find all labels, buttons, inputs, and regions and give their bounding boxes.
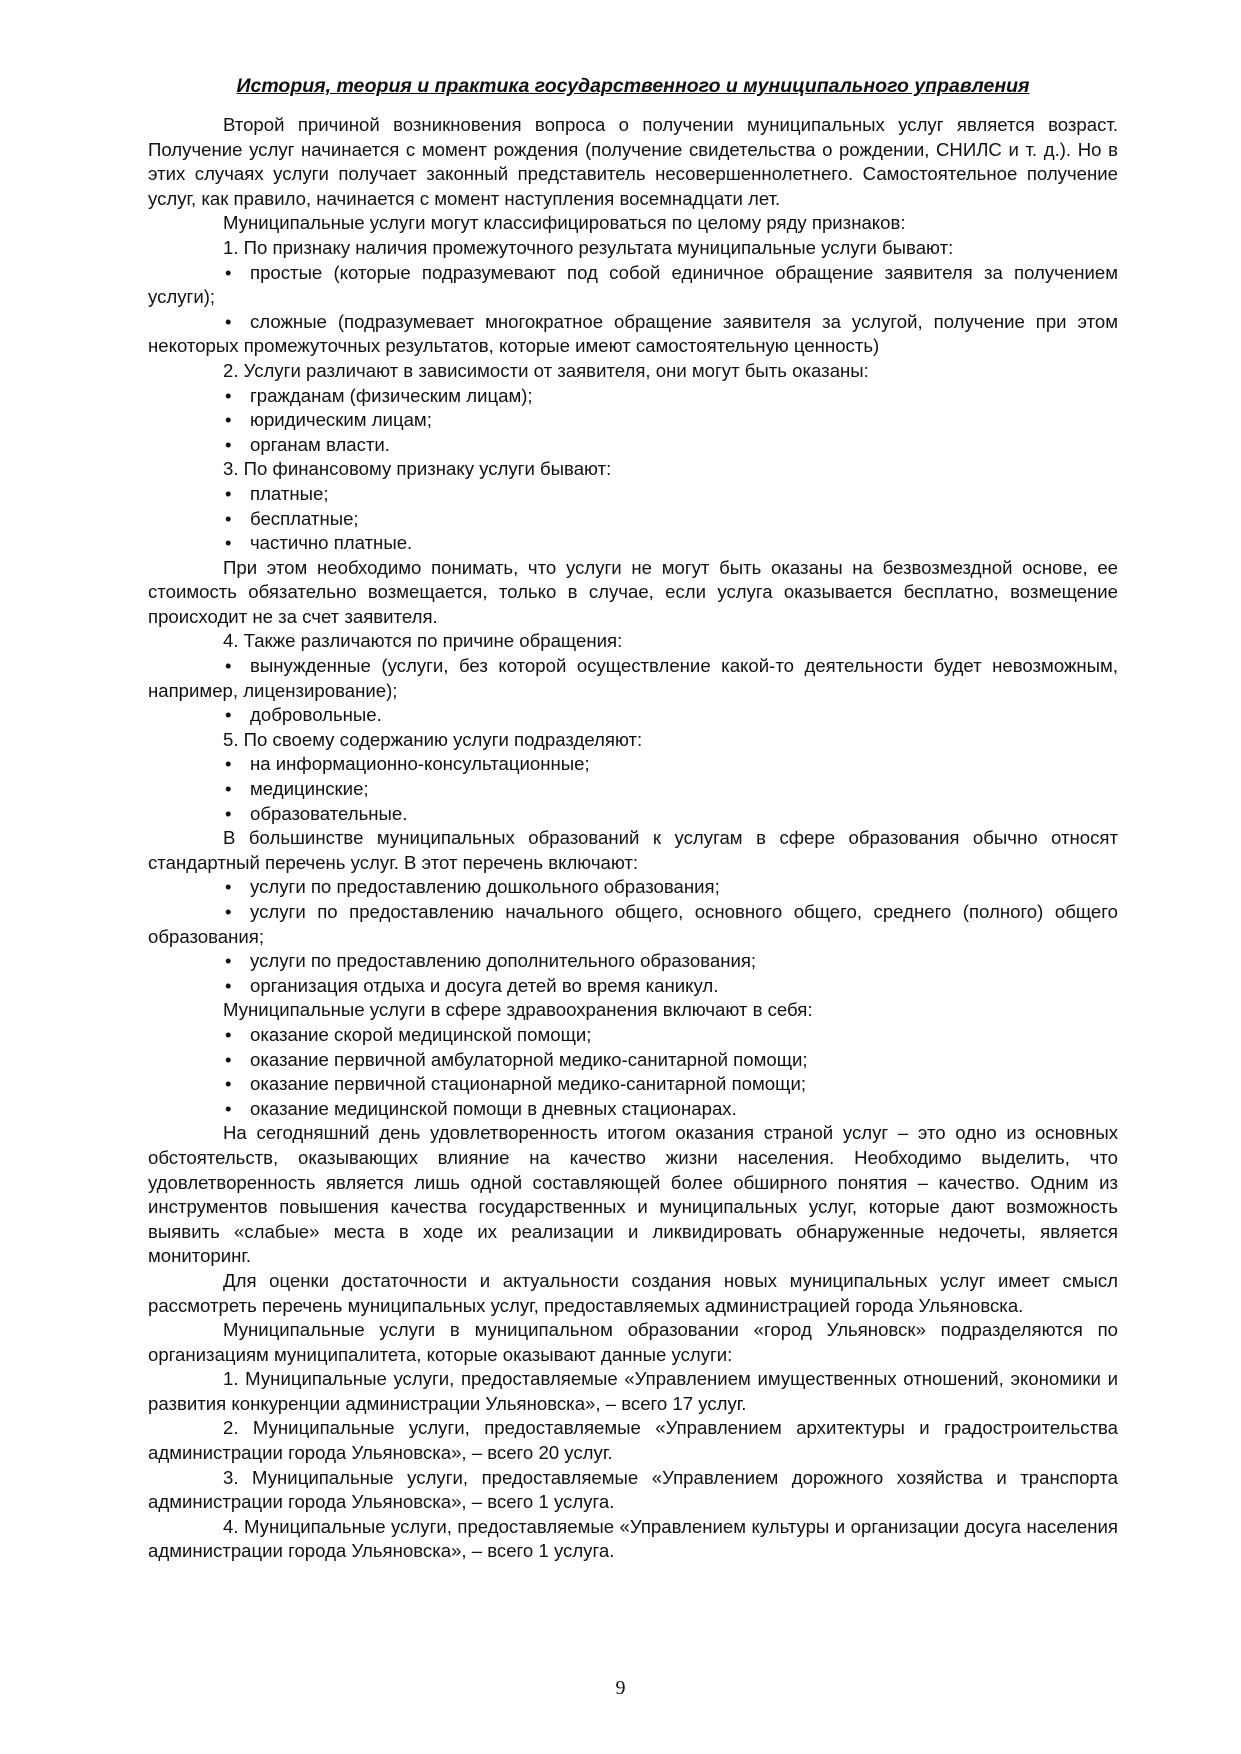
bullet-item bbox=[148, 433, 1118, 458]
bullet-text: юридическим лицам; bbox=[250, 409, 432, 431]
bullet-icon: • bbox=[225, 778, 232, 800]
bullet-icon: • bbox=[225, 261, 232, 283]
bullet-icon: • bbox=[225, 802, 232, 824]
paragraph: 5. По своему содержанию услуги подразделяют: bbox=[223, 728, 643, 750]
bullet-text: вынужденные (услуги, без которой осуществление какой-то деятельности будет невозможным, например, лицензирование); bbox=[148, 655, 1118, 701]
paragraph: 3. Муниципальные услуги, предоставляемые «Управлением дорожного хозяйства и транспорта администрации города Ульяновска», – всего 1 услуга. bbox=[148, 1466, 1118, 1513]
bullet-text: медицинские; bbox=[250, 778, 369, 800]
bullet-icon: • bbox=[225, 507, 232, 529]
bullet-item bbox=[148, 802, 1118, 827]
bullet-icon: • bbox=[225, 704, 232, 726]
bullet-item bbox=[148, 974, 1118, 999]
bullet-icon: • bbox=[225, 384, 232, 406]
paragraph: 1. По признаку наличия промежуточного результата муниципальные услуги бывают: bbox=[223, 236, 954, 258]
bullet-item bbox=[148, 1048, 1118, 1073]
bullet-item bbox=[148, 384, 1118, 409]
bullet-icon: • bbox=[225, 1097, 232, 1119]
bullet-icon: • bbox=[225, 950, 232, 972]
bullet-item bbox=[148, 261, 1118, 310]
bullet-item bbox=[148, 875, 1118, 900]
bullet-text: организация отдыха и досуга детей во время каникул. bbox=[250, 974, 719, 996]
bullet-text: оказание первичной стационарной медико-санитарной помощи; bbox=[250, 1073, 806, 1095]
paragraph: Второй причиной возникновения вопроса о получении муниципальных услуг является возраст. Получение услуг начинается с момент рождения (получение свидетельства о рождении, СНИЛС и т. д.). Но в этих случаях услуги получает законный представитель несовершеннолетнего. Самостоятельное получение услуг, как правило, начинается с момент наступления восемнадцати лет. bbox=[148, 114, 1118, 209]
paragraph: 3. По финансовому признаку услуги бывают: bbox=[223, 458, 612, 480]
bullet-icon: • bbox=[225, 433, 232, 455]
bullet-item bbox=[148, 900, 1118, 949]
page-number: 9 bbox=[615, 1677, 626, 1699]
bullet-text: оказание первичной амбулаторной медико-санитарной помощи; bbox=[250, 1048, 808, 1070]
bullet-text: оказание медицинской помощи в дневных стационарах. bbox=[250, 1097, 737, 1119]
bullet-icon: • bbox=[225, 876, 232, 898]
bullet-item bbox=[148, 408, 1118, 433]
bullet-text: добровольные. bbox=[250, 704, 382, 726]
bullet-item bbox=[148, 777, 1118, 802]
bullet-icon: • bbox=[225, 901, 232, 922]
bullet-item bbox=[148, 1072, 1118, 1097]
bullet-text: платные; bbox=[250, 482, 329, 504]
bullet-text: частично платные. bbox=[250, 532, 413, 554]
paragraph: Для оценки достаточности и актуальности создания новых муниципальных услуг имеет смысл рассмотреть перечень муниципальных услуг, предоставляемых администрацией города Ульяновска. bbox=[148, 1269, 1118, 1316]
bullet-icon: • bbox=[225, 409, 232, 431]
bullet-text: образовательные. bbox=[250, 802, 408, 824]
bullet-item bbox=[148, 531, 1118, 556]
paragraph: Муниципальные услуги могут классифицироваться по целому ряду признаков: bbox=[223, 212, 906, 234]
bullet-text: услуги по предоставлению дополнительного образования; bbox=[250, 950, 757, 972]
paragraph: 1. Муниципальные услуги, предоставляемые «Управлением имущественных отношений, экономики и развития конкуренции администрации Ульяновска», – всего 17 услуг. bbox=[148, 1368, 1118, 1414]
bullet-item bbox=[148, 1097, 1118, 1122]
bullet-item bbox=[148, 310, 1118, 359]
bullet-item bbox=[148, 507, 1118, 532]
bullet-text: бесплатные; bbox=[250, 507, 359, 529]
document-page bbox=[148, 73, 1118, 1564]
bullet-icon: • bbox=[225, 532, 232, 554]
bullet-icon: • bbox=[225, 1073, 232, 1095]
bullet-icon: • bbox=[225, 753, 232, 775]
bullet-text: услуги по предоставлению дошкольного образования; bbox=[250, 876, 720, 898]
bullet-item bbox=[148, 654, 1118, 703]
body-text bbox=[148, 113, 1118, 1564]
bullet-item bbox=[148, 752, 1118, 777]
bullet-item bbox=[148, 703, 1118, 728]
bullet-text: на информационно-консультационные; bbox=[250, 753, 590, 775]
bullet-text: гражданам (физическим лицам); bbox=[250, 384, 533, 406]
bullet-item bbox=[148, 1023, 1118, 1048]
running-header: История, теория и практика государственного и муниципального управления bbox=[236, 75, 1030, 97]
paragraph: 4. Также различаются по причине обращения: bbox=[223, 630, 623, 652]
paragraph: Муниципальные услуги в муниципальном образовании «город Ульяновск» подразделяются по организациям муниципалитета, которые оказывают данные услуги: bbox=[148, 1319, 1118, 1365]
bullet-icon: • bbox=[225, 310, 232, 332]
paragraph: В большинстве муниципальных образований к услугам в сфере образования обычно относят стандартный перечень услуг. В этот перечень включают: bbox=[148, 827, 1118, 873]
bullet-icon: • bbox=[225, 482, 232, 504]
bullet-icon: • bbox=[225, 974, 232, 996]
bullet-icon: • bbox=[225, 655, 232, 677]
paragraph: 2. Услуги различают в зависимости от заявителя, они могут быть оказаны: bbox=[223, 359, 869, 381]
paragraph: На сегодняшний день удовлетворенность итогом оказания страной услуг – это одно из основных обстоятельств, оказывающих влияние на качество жизни населения. Необходимо выделить, что удовлетворенность является лишь одной составляющей более обширного понятия – качество. Одним из инструментов повышения качества государственных и муниципальных услуг, которые дают возможность выявить «слабые» места в ходе их реализации и ликвидировать обнаруженные недочеты, является мониторинг. bbox=[148, 1122, 1118, 1267]
paragraph: 2. Муниципальные услуги, предоставляемые «Управлением архитектуры и градостроительства администрации города Ульяновска», – всего 20 услуг. bbox=[148, 1417, 1118, 1464]
bullet-item bbox=[148, 482, 1118, 507]
bullet-item bbox=[148, 949, 1118, 974]
bullet-text: простые (которые подразумевают под собой единичное обращение заявителя за получением услуги); bbox=[148, 261, 1118, 308]
bullet-text: услуги по предоставлению начального общего, основного общего, среднего (полного) общего образования; bbox=[148, 901, 1118, 947]
paragraph: При этом необходимо понимать, что услуги не могут быть оказаны на безвозмездной основе, ее стоимость обязательно возмещается, только в случае, если услуга оказывается бесплатно, возмещение происходит не за счет заявителя. bbox=[148, 556, 1118, 627]
paragraph: Муниципальные услуги в сфере здравоохранения включают в себя: bbox=[223, 999, 813, 1021]
bullet-text: сложные (подразумевает многократное обращение заявителя за услугой, получение при этом некоторых промежуточных результатов, которые имеют самостоятельную ценность) bbox=[148, 310, 1118, 357]
bullet-text: органам власти. bbox=[250, 433, 390, 455]
bullet-icon: • bbox=[225, 1048, 232, 1070]
bullet-text: оказание скорой медицинской помощи; bbox=[250, 1023, 592, 1045]
paragraph: 4. Муниципальные услуги, предоставляемые «Управлением культуры и организации досуга населения администрации города Ульяновска», – всего 1 услуга. bbox=[148, 1515, 1118, 1562]
bullet-icon: • bbox=[225, 1023, 232, 1045]
